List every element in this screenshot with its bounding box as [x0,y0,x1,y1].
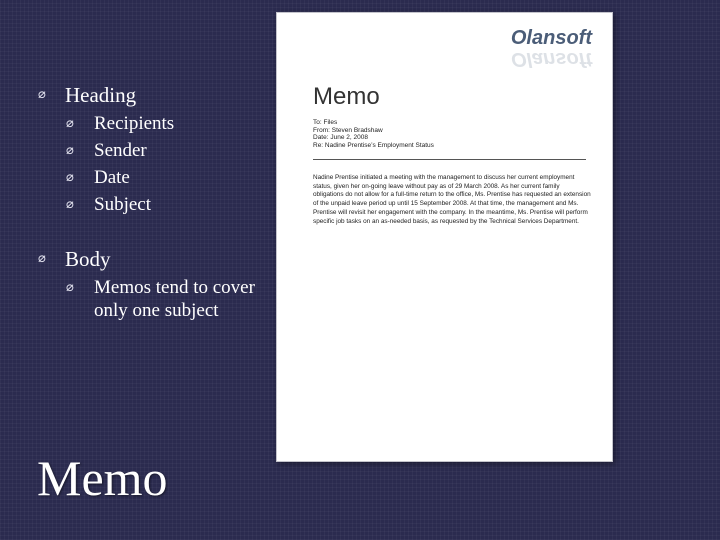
memo-date: Date: June 2, 2008 [313,134,368,142]
bullet-recipients [38,112,278,135]
bullet-icon: ⌀ [66,143,74,158]
bullet-date-label: Date [94,167,130,188]
slide-title: Memo [37,450,168,506]
bullet-memos-one-subject-label: Memos tend to cover only one subject [94,277,255,321]
bullet-icon: ⌀ [66,197,74,212]
logo-text: Olansoft [510,27,592,49]
bullet-subject [38,193,278,216]
memo-from: From: Steven Bradshaw [313,126,383,134]
heading-subitems [38,112,278,216]
bullet-date [38,166,278,189]
body-subitems [38,276,278,322]
memo-re: Re: Nadine Prentise’s Employment Status [313,141,434,149]
body-group [38,246,278,322]
bullet-icon: ⌀ [38,251,46,266]
bullet-icon: ⌀ [66,170,74,185]
memo-heading: Memo [313,83,380,110]
heading-group [38,82,278,216]
bullet-icon: ⌀ [38,87,46,102]
bullet-sender [38,139,278,162]
memo-body-text: Nadine Prentise initiated a meeting with the management to discuss her current employment status, given her on-going leave without pay as of 29 March 2008. As her current family obligations do not allow for a full-time return to the office, Ms. Prentise has requested an extension of the unpaid leave period up until 15 September 2008. At that time, the management and Ms. Prentise will revisit her engagement with the company. In the meantime, Ms. Prentise will perform specific job tasks on an as-needed basis, as requested by the Technical Services Department. [313,174,591,225]
bullet-body [38,246,278,272]
bullet-list [38,82,278,322]
memo-divider [313,159,586,160]
bullet-recipients-label: Recipients [94,113,175,134]
olansoft-logo [502,27,592,75]
bullet-icon: ⌀ [66,116,74,131]
bullet-heading [38,82,278,108]
memo-document-image [276,12,613,462]
bullet-icon: ⌀ [66,280,74,295]
bullet-sender-label: Sender [94,140,147,161]
bullet-subject-label: Subject [94,194,151,215]
bullet-heading-label: Heading [65,83,137,107]
memo-to: To: Files [313,119,338,126]
logo-reflection: Olansoft [510,48,592,70]
bullet-body-label: Body [65,247,111,271]
memo-header-fields [313,119,434,149]
bullet-memos-one-subject [38,276,259,322]
